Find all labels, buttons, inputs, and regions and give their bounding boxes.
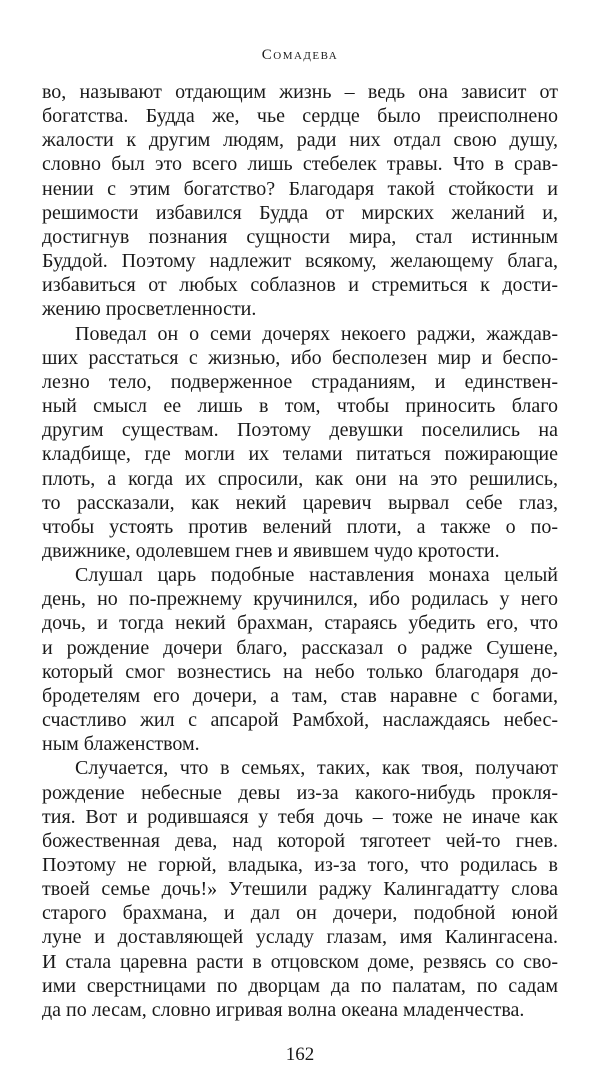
- text-line: да по лесам, словно игривая волна океана младенчества.: [42, 998, 525, 1021]
- paragraph: [42, 756, 558, 1022]
- text-line: словно был это всего лишь стебелек травы. Что в срав-: [42, 153, 558, 176]
- page-number: 162: [285, 1044, 315, 1066]
- text-line: другим существам. Поэтому девушки поселились на: [42, 419, 558, 442]
- text-line: лезно тело, подверженное страданиям, и единствен-: [42, 370, 558, 393]
- paragraph: [42, 563, 558, 756]
- text-line: ими сверстницами по дворцам да по палатам, по садам: [42, 974, 558, 997]
- text-line: плоть, а когда их спросили, как они на это решились,: [42, 467, 558, 490]
- text-line: старого брахмана, и дал он дочери, подобной юной: [42, 902, 558, 925]
- text-line: рождение небесные девы из-за какого-нибудь прокля-: [42, 781, 558, 804]
- text-line: И стала царевна расти в отцовском доме, резвясь со сво-: [42, 950, 558, 973]
- text-line: решимости избавился Будда от мирских желаний и,: [42, 201, 558, 224]
- text-line: ших расстаться с жизнью, ибо бесполезен мир и беспо-: [42, 346, 558, 369]
- text-line: тия. Вот и родившаяся у тебя дочь – тоже не иначе как: [42, 805, 558, 828]
- text-line: и рождение дочери благо, рассказал о радже Сушене,: [42, 636, 558, 659]
- text-line: день, но по-прежнему кручинился, ибо родилась у него: [42, 588, 558, 611]
- paragraph: [42, 322, 558, 564]
- text-line: нении с этим богатство? Благодаря такой стойкости и: [42, 177, 558, 200]
- text-line: Слушал царь подобные наставления монаха целый: [75, 564, 558, 587]
- text-line: достигнув познания сущности мира, стал истинным: [42, 225, 558, 248]
- text-line: жению просветленности.: [42, 298, 257, 321]
- text-line: который смог вознестись на небо только благодаря до-: [42, 660, 558, 683]
- text-line: божественная дева, над которой тяготеет чей-то гнев.: [42, 829, 558, 852]
- text-line: ный смысл ее лишь в том, чтобы приносить благо: [42, 395, 558, 418]
- text-line: твоей семье дочь!» Утешили раджу Калингадатту слова: [42, 878, 558, 901]
- text-line: Случается, что в семьях, таких, как твоя, получают: [75, 757, 558, 780]
- paragraph: [42, 80, 558, 322]
- text-line: Поведал он о семи дочерях некоего раджи, жаждав-: [75, 322, 558, 345]
- body-text: [42, 80, 558, 1022]
- text-line: то рассказали, как некий царевич вырвал себе глаз,: [42, 491, 558, 514]
- text-line: чтобы устоять против велений плоти, а также о по-: [42, 515, 558, 538]
- text-line: бродетелям его дочери, а там, став наравне с богами,: [42, 684, 558, 707]
- text-line: движнике, одолевшем гнев и явившем чудо кротости.: [42, 539, 500, 562]
- text-line: Буддой. Поэтому надлежит всякому, желающему блага,: [42, 250, 558, 273]
- text-line: дочь, и тогда некий брахман, стараясь убедить его, что: [42, 612, 558, 635]
- text-line: богатства. Будда же, чье сердце было преисполнено: [42, 105, 558, 128]
- text-line: ным блаженством.: [42, 733, 200, 756]
- page-content: [42, 80, 558, 1066]
- text-line: кладбище, где могли их телами питаться пожирающие: [42, 443, 558, 466]
- running-head: Сомадева: [261, 47, 339, 63]
- text-line: Поэтому не горюй, владыка, из-за того, что родилась в: [42, 854, 558, 876]
- text-line: счастливо жил с апсарой Рамбхой, наслаждаясь небес-: [42, 709, 558, 732]
- text-line: во, называют отдающим жизнь – ведь она зависит от: [42, 81, 558, 103]
- text-line: избавиться от любых соблазнов и стремиться к дости-: [42, 274, 558, 297]
- text-line: луне и доставляющей усладу глазам, имя Калингасена.: [42, 926, 558, 949]
- text-line: жалости к другим людям, ради них отдал свою душу,: [42, 129, 558, 152]
